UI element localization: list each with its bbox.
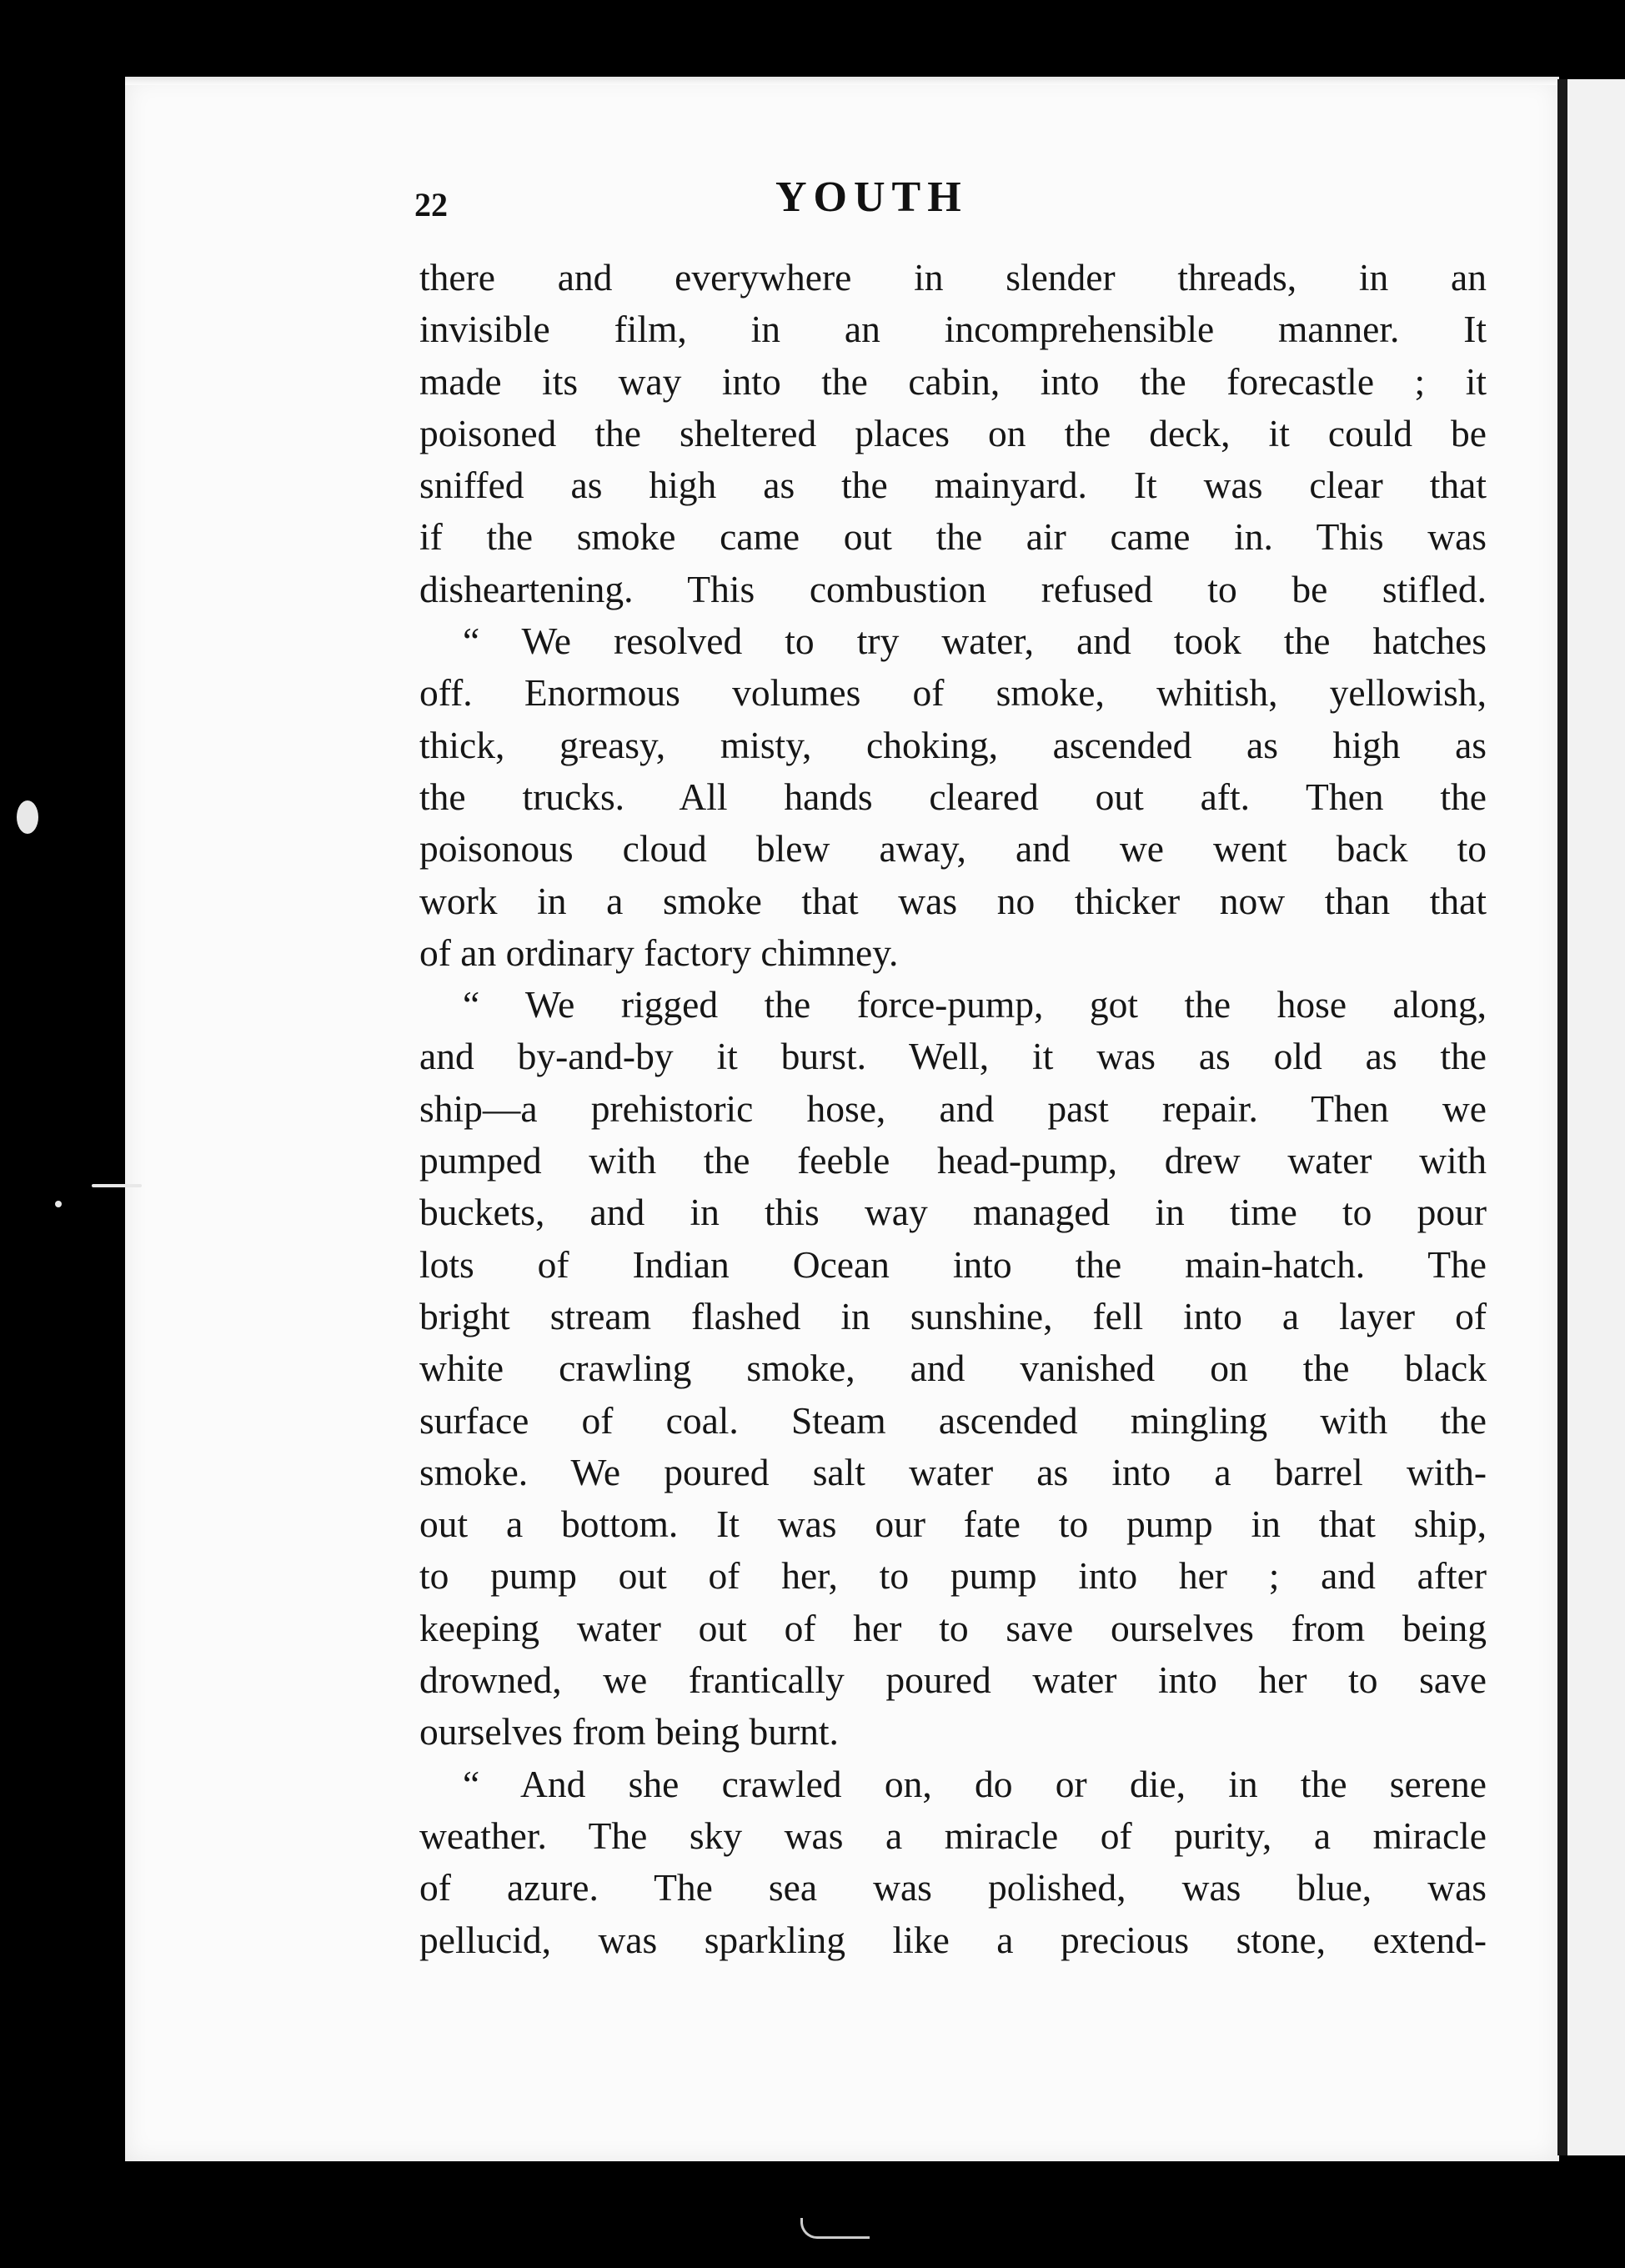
text-line: of azure. The sea was polished, was blue, was bbox=[419, 1866, 1487, 1909]
text-line: “ And she crawled on, do or die, in the serene bbox=[463, 1762, 1487, 1805]
text-line: surface of coal. Steam ascended mingling with the bbox=[419, 1398, 1487, 1442]
page-number: 22 bbox=[414, 186, 448, 223]
text-line: invisible film, in an incomprehensible manner. It bbox=[419, 308, 1487, 351]
text-line: ourselves from being burnt. bbox=[419, 1710, 839, 1754]
text-line: pellucid, was sparkling like a precious stone, extend- bbox=[419, 1918, 1487, 1961]
text-line: poisonous cloud blew away, and we went back to bbox=[419, 827, 1487, 871]
text-line: ship—a prehistoric hose, and past repair. Then we bbox=[419, 1086, 1487, 1130]
text-line: bright stream flashed in sunshine, fell into a layer of bbox=[419, 1294, 1487, 1337]
text-line: made its way into the cabin, into the forecastle ; it bbox=[419, 359, 1487, 403]
body-text bbox=[419, 252, 1487, 1966]
scan-speck bbox=[17, 800, 38, 834]
text-line: to pump out of her, to pump into her ; and after bbox=[419, 1554, 1487, 1598]
text-line: drowned, we frantically poured water into her to save bbox=[419, 1658, 1487, 1702]
text-line: disheartening. This combustion refused to be stifled. bbox=[419, 567, 1487, 610]
text-line: buckets, and in this way managed in time to pour bbox=[419, 1191, 1487, 1234]
text-line: lots of Indian Ocean into the main-hatch. The bbox=[419, 1242, 1487, 1286]
running-title: YOUTH bbox=[775, 173, 968, 221]
text-line: the trucks. All hands cleared out aft. Then the bbox=[419, 775, 1487, 818]
scan-speck bbox=[92, 1184, 142, 1187]
text-line: white crawling smoke, and vanished on the black bbox=[419, 1347, 1487, 1390]
text-line: weather. The sky was a miracle of purity, a miracle bbox=[419, 1814, 1487, 1857]
text-line: there and everywhere in slender threads, in an bbox=[419, 256, 1487, 299]
gutter-shadow bbox=[1557, 79, 1567, 2155]
text-line: sniffed as high as the mainyard. It was clear that bbox=[419, 464, 1487, 507]
text-line: poisoned the sheltered places on the deck, it could be bbox=[419, 411, 1487, 454]
facing-page-edge bbox=[1567, 79, 1625, 2155]
text-line: and by-and-by it burst. Well, it was as old as the bbox=[419, 1035, 1487, 1078]
scan-artifact bbox=[800, 2218, 870, 2239]
text-line: out a bottom. It was our fate to pump in that ship, bbox=[419, 1503, 1487, 1546]
scan-speck bbox=[55, 1201, 62, 1207]
text-line: if the smoke came out the air came in. This was bbox=[419, 515, 1487, 559]
text-line: smoke. We poured salt water as into a barrel with- bbox=[419, 1450, 1487, 1493]
text-line: “ We resolved to try water, and took the hatches bbox=[463, 620, 1487, 663]
text-line: pumped with the feeble head-pump, drew water with bbox=[419, 1139, 1487, 1182]
text-line: thick, greasy, misty, choking, ascended as high as bbox=[419, 723, 1487, 766]
text-line: work in a smoke that was no thicker now than that bbox=[419, 879, 1487, 922]
text-line: of an ordinary factory chimney. bbox=[419, 931, 899, 974]
page-top-edge bbox=[125, 77, 1559, 85]
text-line: “ We rigged the force-pump, got the hose along, bbox=[463, 983, 1487, 1026]
text-line: keeping water out of her to save ourselves from being bbox=[419, 1606, 1487, 1649]
text-line: off. Enormous volumes of smoke, whitish, yellowish, bbox=[419, 671, 1487, 715]
